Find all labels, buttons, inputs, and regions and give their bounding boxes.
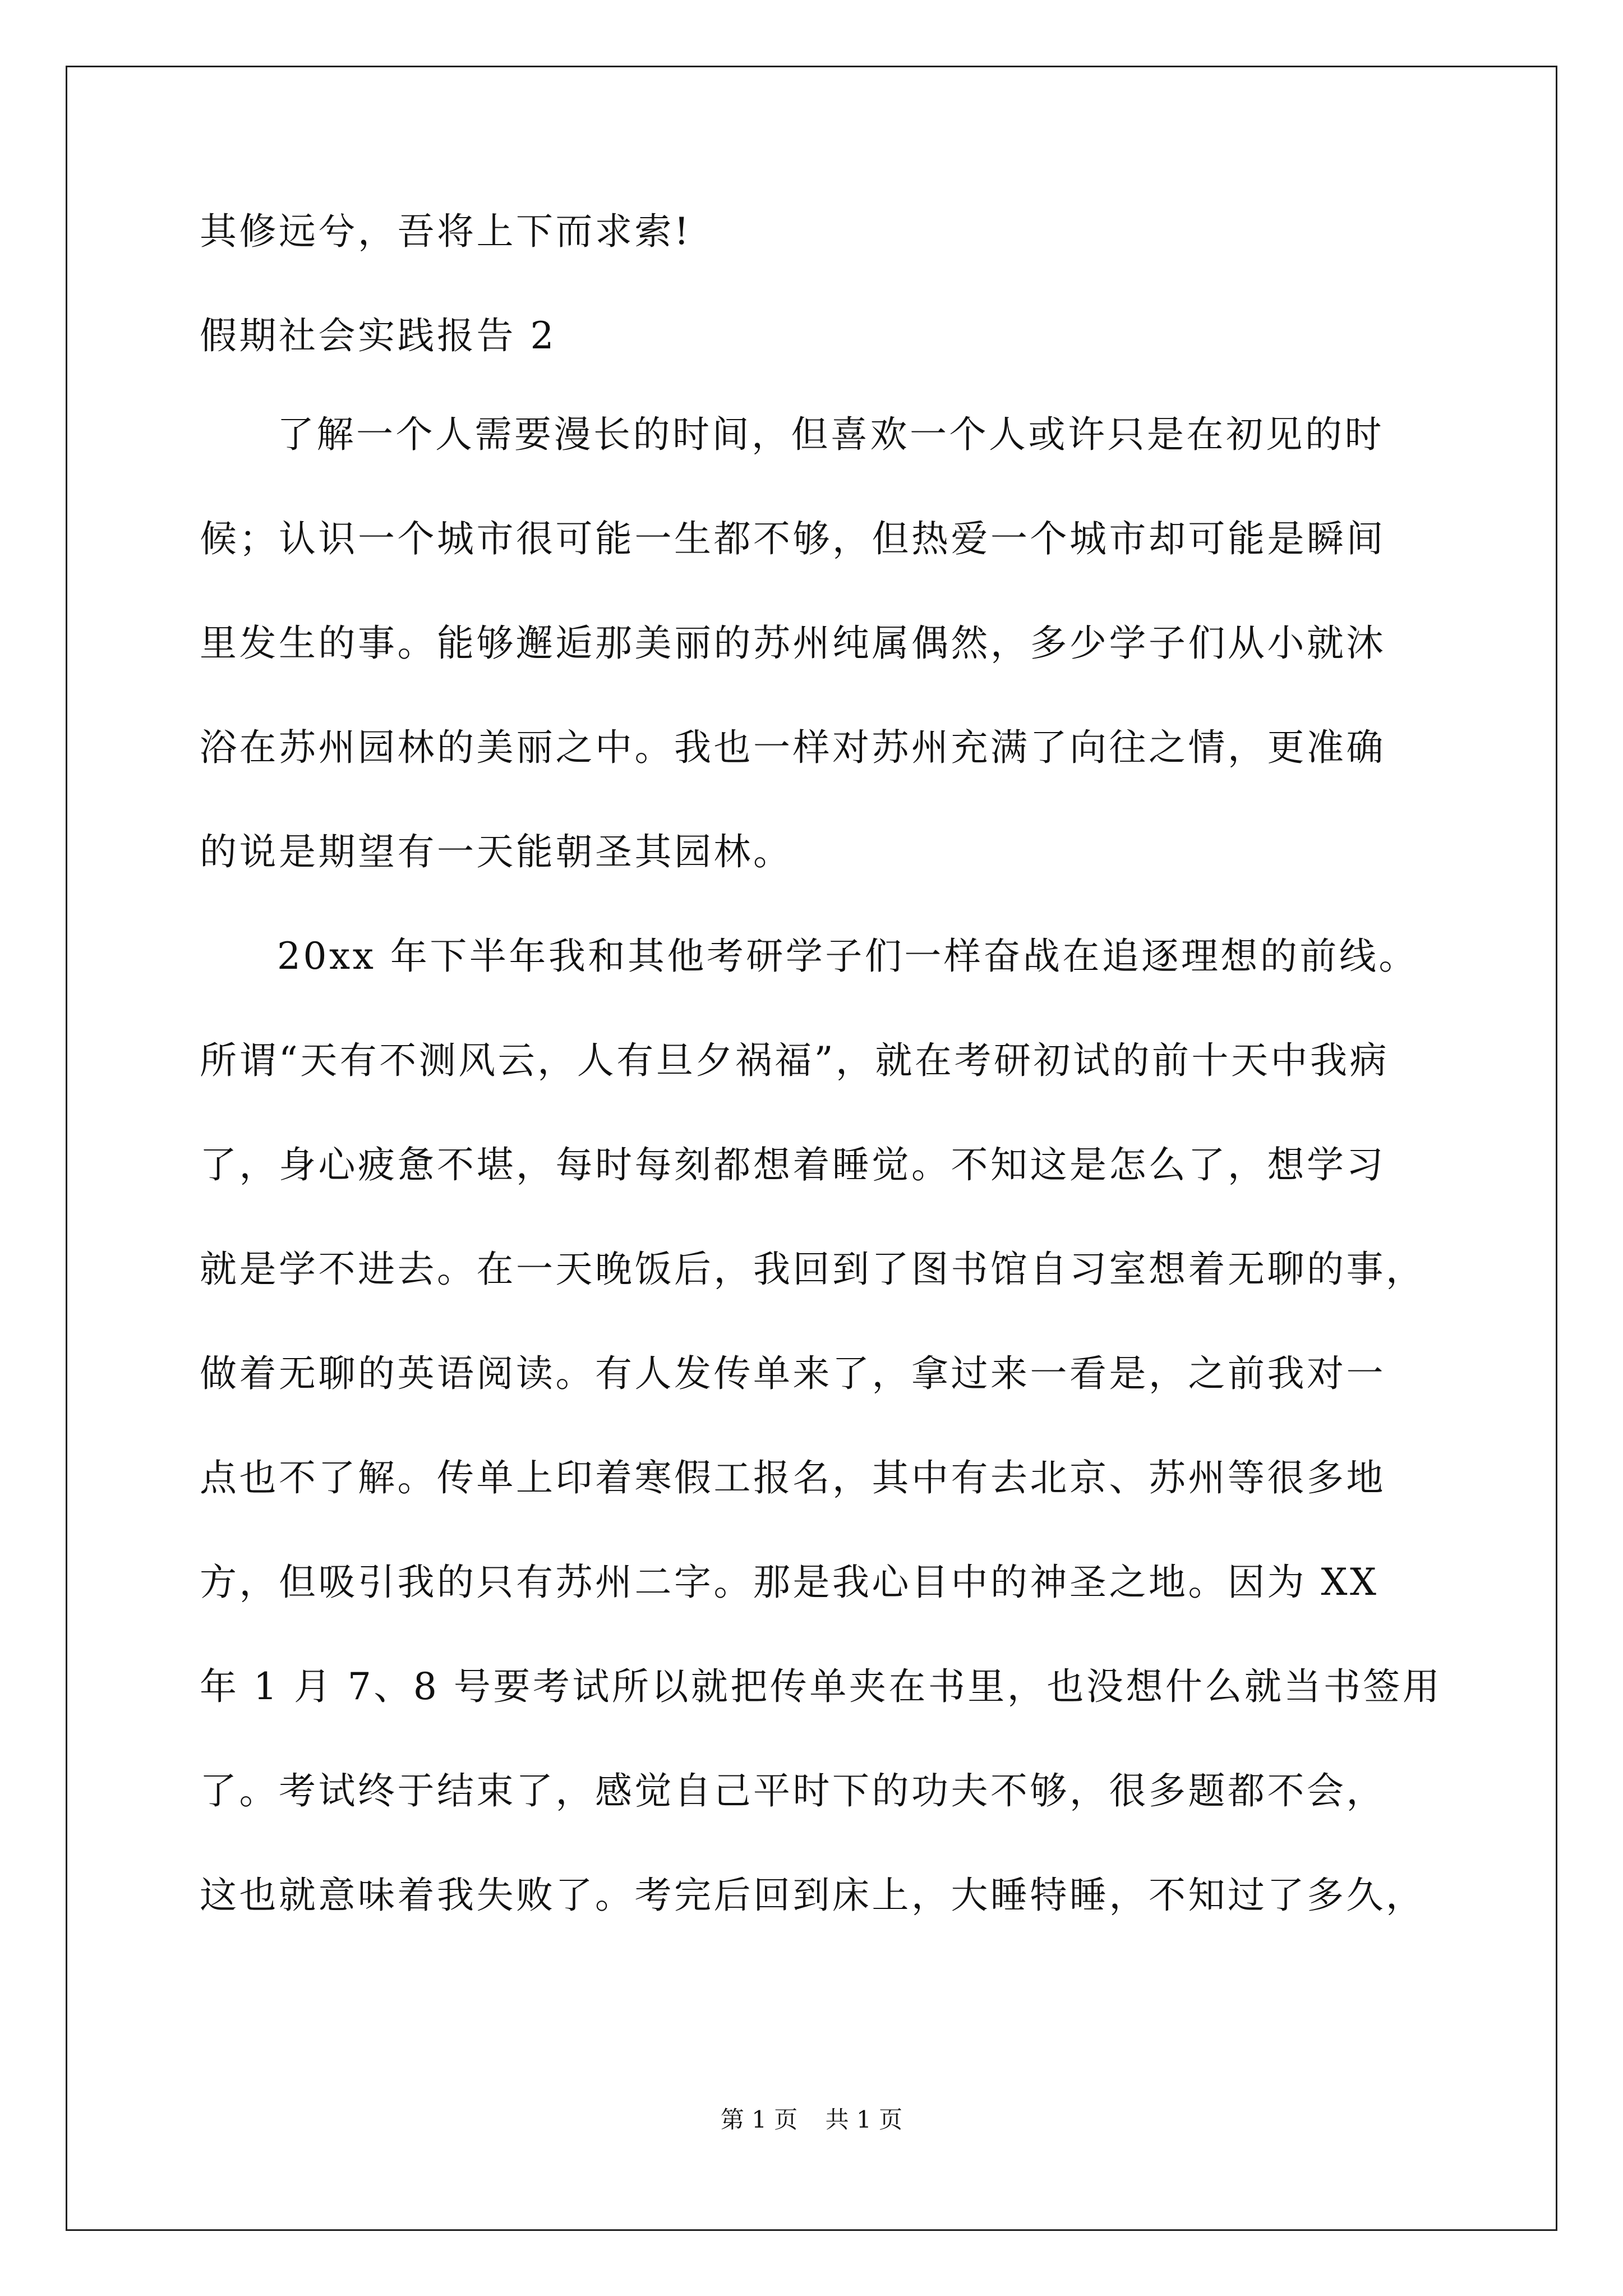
paragraph-line: 的说是期望有一天能朝圣其园林。	[200, 830, 793, 873]
paragraph-line: 里发生的事。能够邂逅那美丽的苏州纯属偶然，多少学子们从小就沐	[200, 622, 1386, 665]
document-body	[200, 210, 1442, 1981]
closing-line: 其修远兮，吾将上下而求索!	[200, 210, 692, 253]
paragraph-line: 做着无聊的英语阅读。有人发传单来了，拿过来一看是，之前我对一	[200, 1352, 1386, 1395]
page-number: 第 1 页	[720, 2106, 798, 2133]
paragraph-1	[200, 413, 1433, 873]
paragraph-line: 了。考试终于结束了，感觉自己平时下的功夫不够，很多题都不会，	[200, 1769, 1386, 1812]
paragraph-line: 候；认识一个城市很可能一生都不够，但热爱一个城市却可能是瞬间	[200, 517, 1386, 560]
page-total: 共 1 页	[825, 2106, 903, 2133]
paragraph-line: 这也就意味着我失败了。考完后回到床上，大睡特睡，不知过了多久，	[200, 1874, 1426, 1917]
page-footer	[0, 2101, 1623, 2135]
paragraph-2	[200, 935, 1442, 1917]
paragraph-line: 方，但吸引我的只有苏州二字。那是我心目中的神圣之地。因为 XX	[200, 1561, 1379, 1604]
paragraph-line: 就是学不进去。在一天晚饭后，我回到了图书馆自习室想着无聊的事，	[200, 1248, 1426, 1291]
section-heading: 假期社会实践报告 2	[200, 314, 556, 357]
paragraph-line: 了解一个人需要漫长的时间，但喜欢一个人或许只是在初见的时	[277, 413, 1384, 456]
paragraph-line: 20xx 年下半年我和其他考研学子们一样奋战在追逐理想的前线。	[277, 935, 1418, 978]
paragraph-line: 所谓“天有不测风云，人有旦夕祸福”，就在考研初试的前十天中我病	[200, 1039, 1389, 1082]
paragraph-line: 了，身心疲惫不堪，每时每刻都想着睡觉。不知这是怎么了，想学习	[200, 1143, 1386, 1186]
paragraph-line: 年 1 月 7、8 号要考试所以就把传单夹在书里，也没想什么就当书签用	[200, 1665, 1442, 1708]
paragraph-line: 浴在苏州园林的美丽之中。我也一样对苏州充满了向往之情，更准确	[200, 726, 1386, 769]
paragraph-line: 点也不了解。传单上印着寒假工报名，其中有去北京、苏州等很多地	[200, 1456, 1386, 1499]
